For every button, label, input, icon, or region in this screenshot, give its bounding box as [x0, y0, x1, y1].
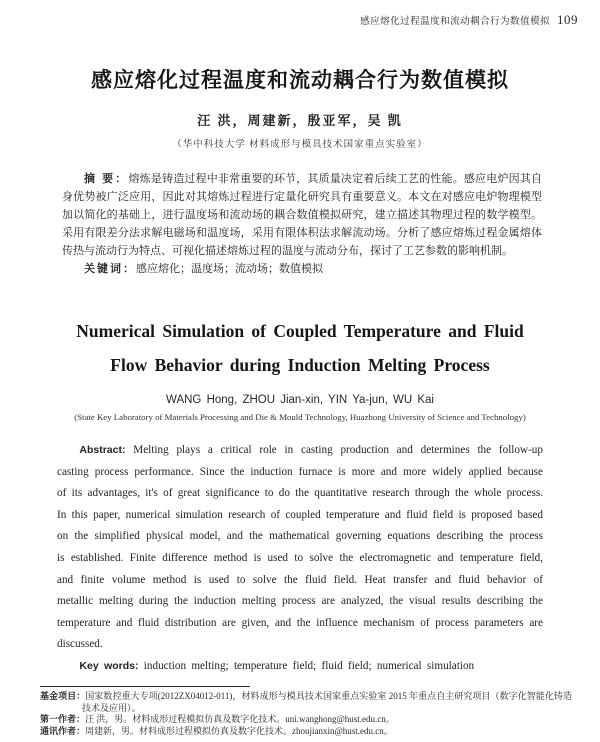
chinese-abstract-text: 熔炼是铸造过程中非常重要的环节，其质量决定着后续工艺的性能。感应电炉因其自身优势被广泛应用，因此对其熔炼过程进行定量化研究具有重要意义。本文在对感应电炉物理模型加以简化的基础上，进行温度场和流动场的耦合数值模拟研究，建立描述其物理过程的数学模型。采用有限差分法求解电磁场和温度场，采用有限体积法求解流动场。分析了感应熔炼过程金属熔体传热与流动行为特点、可视化描述熔炼过程的温度与流动分布，探讨了工艺参数的影响机制。: [62, 173, 543, 257]
english-keywords-label: Key words:: [79, 659, 139, 672]
chinese-keywords-text: 感应熔化；温度场；流动场；数值模拟: [136, 263, 323, 275]
english-abstract-block: [57, 440, 543, 678]
chinese-keywords-label: 关键词：: [84, 263, 136, 275]
footnote-fund-label: 基金项目：: [40, 691, 86, 701]
english-keywords: [57, 656, 543, 678]
english-title: Numerical Simulation of Coupled Temperature and Fluid Flow Behavior during Induction Melting Process: [76, 321, 524, 375]
english-abstract: [57, 440, 543, 656]
chinese-abstract-block: [62, 170, 542, 278]
english-authors: WANG Hong, ZHOU Jian-xin, YIN Ya-jun, WU Kai: [166, 394, 434, 406]
footnote-first-author: [40, 714, 572, 726]
chinese-affiliation: （华中科技大学 材料成形与模具技术国家重点实验室）: [172, 140, 428, 150]
footnote-block: [40, 686, 572, 737]
footnote-fund-text: 国家数控重大专项(2012ZX04012-011)，材料成形与模具技术国家重点实验室 2015 年重点自主研究项目（数字化智能化铸造技术及应用）。: [82, 691, 572, 713]
english-abstract-label: Abstract:: [79, 444, 126, 456]
footnote-first-author-label: 第一作者：: [40, 714, 86, 724]
running-header-title: 感应熔化过程温度和流动耦合行为数值模拟: [360, 17, 551, 27]
footnote-corresponding-author-text: 周建新，男。材料成形过程模拟仿真及数字化技术。zhoujianxin@hust.edu.cn。: [85, 725, 393, 736]
footnote-first-author-text: 汪 洪，男。材料成形过程模拟仿真及数字化技术。uni.wanghong@hust.edu.cn。: [85, 714, 395, 724]
footnote-divider: [40, 686, 250, 687]
chinese-abstract: [62, 170, 542, 260]
english-keywords-text: induction melting; temperature field; fluid field; numerical simulation: [143, 659, 475, 672]
english-affiliation: (State Key Laboratory of Materials Processing and Die & Mould Technology, Huazhong University of Science and Technology): [74, 412, 526, 422]
footnote-corresponding-author-label: 通讯作者：: [40, 725, 86, 736]
footnote-corresponding-author: [40, 726, 572, 738]
chinese-authors: 汪 洪，周建新，殷亚军，吴 凯: [197, 113, 403, 128]
page-number: 109: [557, 12, 578, 27]
chinese-keywords: [62, 260, 542, 278]
chinese-title: 感应熔化过程温度和流动耦合行为数值模拟: [91, 68, 509, 92]
chinese-abstract-label: 摘 要：: [84, 173, 129, 185]
running-header: [0, 0, 600, 28]
english-abstract-text: Melting plays a critical role in casting production and determines the follow-up casting process performance. Since the induction furnace is more and more widely applied because of its advantages, it's of great significance to do the quantitative research through the whole process. In this paper, numerical simulation research of coupled temperature and fluid field is proposed based on the simplified physical model, and the mathematical governing equations describing the process is established. Finite difference method is used to solve the electromagnetic and temperature field, and finite volume method is used to solve the fluid field. Heat transfer and fluid behavior of metallic melting during the induction melting process are analyzed, the visual results describing the temperature and fluid distribution are given, and the influence mechanism of process parameters are discussed.: [57, 444, 543, 651]
footnote-fund: [40, 691, 572, 714]
